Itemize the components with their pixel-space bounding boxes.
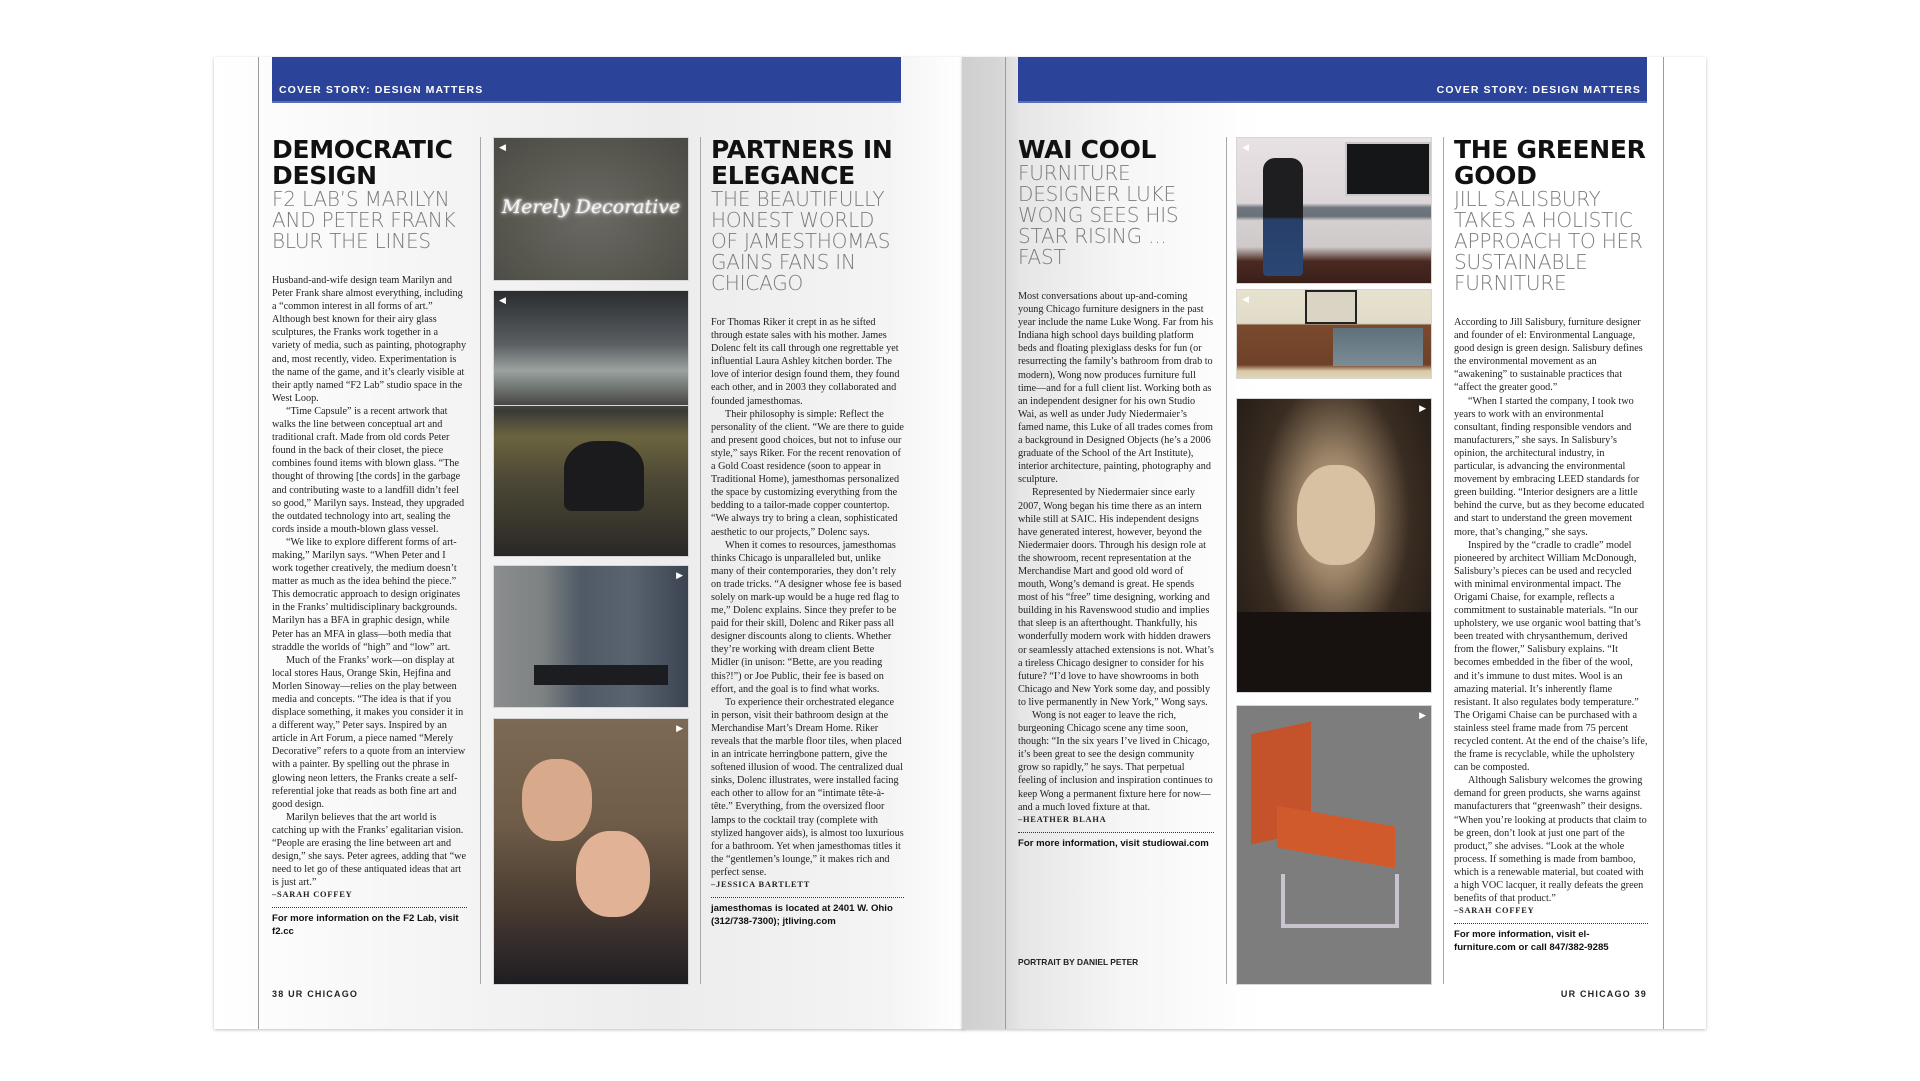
paragraph: For Thomas Riker it crept in as he sifted through estate sales with his mother. James Dolenc felt its call through one regrettable yet influential Laura Ashley kitchen border. The love of interior design found them, they found each other, and in 2003 they collaborated and founded jamesthomas. bbox=[711, 317, 900, 407]
section-header-band bbox=[272, 57, 901, 103]
article-deck: THE BEAUTIFULLY HONEST WORLD OF JAMESTHOMAS GAINS FANS IN CHICAGO bbox=[711, 187, 891, 295]
section-label: COVER STORY: DESIGN MATTERS bbox=[1436, 84, 1641, 96]
paragraph: Inspired by the “cradle to cradle” model pioneered by architect William McDonough, Salisbury’s pieces can be used and recycled with minimal environmental impact. The Origami Chaise, for example, reflects a commitment to sustainable materials. “In our upholstery, we use organic wool batting that’s been treated with chrysanthemum, derived from the flower,” Salisbury explains. “It becomes embedded in the fiber of the wool, and it’s immune to dust mites. Wool is an amazing material. It’s inherently flame resistant. It also regulates body temperature.” The Origami Chaise can be purchased with a stainless steel frame made from 75 percent recycled content. At the end of the chaise’s life, the frame is recyclable, while the upholstery can be composted. bbox=[1454, 539, 1648, 774]
riker-and-dolenc-portrait bbox=[493, 718, 689, 985]
paragraph: Much of the Franks’ work—on display at local stores Haus, Orange Skin, Hejfina and Morlen Sinoway—relies on the play between media and concepts. “The idea is that if you displace something, it makes you consider it in a different way,” Peter says. Inspired by an article in Art Forum, a piece named “Merely Decorative” refers to a quote from an interview with a painter. By spelling out the phrase in glowing neon letters, the Franks create a self-referential joke that reads as both fine art and good design. bbox=[272, 654, 466, 810]
byline: –SARAH COFFEY bbox=[272, 890, 353, 900]
info-note: jamesthomas is located at 2401 W. Ohio (312/738-7300); jtliving.com bbox=[711, 903, 893, 928]
paragraph: Most conversations about up-and-coming young Chicago furniture designers in the past year include the name Luke Wong. Far from his Indiana high school days building platform beds and floating plexiglass desks for fun (or resurrecting the family’s bathroom from drab to modern), Wong now produces furniture full time—and for a full client list. Working both as an independent designer for his own Studio Wai, as well as under Judy Niedermaier’s famed name, this Luke of all trades comes from a background in Designed Objects (he’s a 2006 graduate of the School of the Art Institute), interior architecture, painting, photography and sculpture. bbox=[1018, 291, 1214, 486]
paragraph: To experience their orchestrated elegance in person, visit their bathroom design at the Merchandise Mart’s Dream Home. Riker reveals that the marble floor tiles, when placed in an intricate herringbone pattern, give the softened illusion of wood. The centralized dual sinks, Dolenc illustrates, were installed facing each other to allow for an “intimate tête-à-tête.” Everything, from the oversized floor lamps to the cocktail tray (complete with stylized hangover aids), is almost too luxurious for a bathroom. Yet when jamesthomas titles it the “gentlemen’s lounge,” it makes rich and perfect sense. bbox=[711, 696, 904, 878]
article-wai-cool bbox=[1018, 137, 1214, 850]
column-divider bbox=[1226, 137, 1227, 984]
arrow-right-icon: ▶ bbox=[1419, 403, 1426, 413]
arrow-right-icon: ▶ bbox=[676, 570, 683, 580]
column-divider bbox=[1443, 137, 1444, 984]
arrow-left-icon: ◀ bbox=[1242, 142, 1249, 152]
article-title: THE GREENER GOOD bbox=[1454, 135, 1646, 190]
face bbox=[576, 831, 650, 917]
photo-split-line bbox=[494, 405, 688, 406]
info-note: For more information, visit el-furniture.com or call 847/382-9285 bbox=[1454, 929, 1609, 954]
article-body bbox=[272, 274, 467, 889]
info-note: For more information, visit studiowai.com bbox=[1018, 837, 1209, 849]
chaise-seat bbox=[1277, 806, 1395, 869]
section-header-band bbox=[1018, 57, 1647, 103]
article-body bbox=[1454, 316, 1648, 905]
section-label: COVER STORY: DESIGN MATTERS bbox=[279, 84, 484, 96]
dotted-rule bbox=[711, 897, 904, 898]
dotted-rule bbox=[1454, 923, 1648, 924]
paragraph: Their philosophy is simple: Reflect the personality of the client. “We are there to guide and present good choices, but not to infuse our style,” says Riker. For the recent renovation of a Gold Coast residence (soon to appear in Traditional Home), jamesthomas personalized the space by customizing everything from the bedding to a tailor-made copper countertop. “We always try to bring a clean, sophisticated aesthetic to our projects,” Dolenc says. bbox=[711, 408, 904, 538]
arrow-right-icon: ▶ bbox=[676, 723, 683, 733]
luke-wong-portrait bbox=[1236, 137, 1432, 284]
arrow-left-icon: ◀ bbox=[1242, 294, 1249, 304]
article-deck: F2 LAB’S MARILYN AND PETER FRANK BLUR THE LINES bbox=[272, 187, 456, 253]
walnut-credenza-photo bbox=[1236, 289, 1432, 379]
article-democratic-design bbox=[272, 137, 467, 938]
article-deck: JILL SALISBURY TAKES A HOLISTIC APPROACH TO HER SUSTAINABLE FURNITURE bbox=[1454, 187, 1643, 295]
column-divider bbox=[480, 137, 481, 984]
article-title: PARTNERS IN ELEGANCE bbox=[711, 135, 893, 190]
article-the-greener-good bbox=[1454, 137, 1648, 954]
column-divider bbox=[700, 137, 701, 984]
jamesthomas-bathroom-photo bbox=[493, 565, 689, 708]
paragraph: “When I started the company, I took two years to work with an environmental consultant, finding responsible vendors and manufacturers,” she says. In Salisbury’s opinion, the architectural industry, in particular, is advancing the environmental movement by embracing LEED standards for green building. “Interior designers are a little behind the curve, but as they become educated and start to understand the green movement more, that’s changing,” she says. bbox=[1454, 395, 1645, 538]
neon-text: Merely Decorative bbox=[501, 196, 681, 218]
television bbox=[1345, 142, 1431, 196]
arrow-left-icon: ◀ bbox=[499, 142, 506, 152]
article-partners-in-elegance bbox=[711, 137, 904, 928]
page-margin-rule bbox=[1663, 57, 1664, 1029]
page-margin-rule bbox=[258, 57, 259, 1029]
dotted-rule bbox=[1018, 832, 1214, 833]
article-title: WAI COOL bbox=[1018, 135, 1157, 164]
paragraph: When it comes to resources, jamesthomas thinks Chicago is unparalleled but, unlike many of their contemporaries, they don’t rely on trade tricks. “A designer whose fee is based solely on mark-up would be a huge red flag to me,” Dolenc explains. Since they prefer to be paid for their skill, Dolenc and Riker pass all designer discounts along to clients. Whether they’re working with dream client Bette Midler (in unison: “Bette, are you reading this?!”) or Joe Public, their fee is based on effort, and the goal is to find what works. bbox=[711, 539, 902, 695]
left-page bbox=[214, 57, 964, 1029]
origami-chaise-photo bbox=[1236, 705, 1432, 985]
right-page bbox=[962, 57, 1706, 1029]
figure-silhouette bbox=[564, 441, 644, 511]
framed-art bbox=[1305, 290, 1357, 324]
paragraph: Represented by Niedermaier since early 2007, Wong began his time there as an intern while still at SAIC. His independent designs have generated interest, however, beyond the Niedermaier doors. Through his design role at the showroom, recent representation at the Merchandise Mart and good old word of mouth, Wong’s demand is great. He spends most of his “free” time designing, working and building in his Ravenswood studio and implies that sleep is an afterthought. Thankfully, his wonderfully modern work with hidden drawers or seamlessly attached extensions is not. What’s a tireless Chicago designer to consider for his future? “I’d love to have showrooms in both Chicago and New York some day, and possibly to live permanently in New York,” Wong says. bbox=[1018, 487, 1214, 708]
glass-door bbox=[1333, 328, 1423, 366]
paragraph: Husband-and-wife design team Marilyn and Peter Frank share almost everything, including a “common interest in all forms of art.” Although best known for their airy glass sculptures, the Franks work together in a variety of media, such as painting, photography and, most recently, video. Experimentation is the name of the game, and it’s clearly visible at their aptly named “F2 Lab” studio space in the West Loop. bbox=[272, 275, 467, 404]
marilyn-and-peter-frank-photo bbox=[493, 290, 689, 557]
face bbox=[1297, 465, 1375, 565]
paragraph: Although Salisbury welcomes the growing demand for green products, she warns against manufacturers that “greenwash” their designs. “When you’re looking at products that claim to be green, don’t look at just one part of the product,” she advises. “Look at the whole process. If something is made from bamboo, which is a renewable material, but coated with a high VOC lacquer, it really defeats the green benefits of that product.” bbox=[1454, 775, 1647, 905]
paragraph: According to Jill Salisbury, furniture designer and founder of el: Environmental Language, good design is green design. Salisbury defines the environmental movement as an “awakening” to sustainable practices that “affect the greater good.” bbox=[1454, 317, 1643, 394]
face bbox=[522, 759, 592, 841]
page-folio: UR CHICAGO 39 bbox=[1560, 989, 1647, 999]
merely-decorative-neon-photo bbox=[493, 137, 689, 281]
arrow-left-icon: ◀ bbox=[499, 295, 506, 305]
byline: –HEATHER BLAHA bbox=[1018, 814, 1107, 824]
arrow-right-icon: ▶ bbox=[1419, 710, 1426, 720]
page-margin-rule bbox=[1005, 57, 1006, 1029]
byline: –SARAH COFFEY bbox=[1454, 906, 1535, 916]
dotted-rule bbox=[272, 907, 467, 908]
dress bbox=[1237, 612, 1431, 692]
article-body bbox=[1018, 290, 1214, 814]
jill-salisbury-portrait bbox=[1236, 398, 1432, 693]
chaise-frame bbox=[1281, 874, 1399, 928]
byline: –JESSICA BARTLETT bbox=[711, 880, 811, 890]
paragraph: Marilyn believes that the art world is catching up with the Franks’ egalitarian vision. “People are erasing the line between art and design,” she says. Peter agrees, adding that “we need to let go of these antiquated ideas that art is just art.” bbox=[272, 811, 467, 889]
article-body bbox=[711, 316, 904, 879]
figure bbox=[1263, 158, 1303, 276]
article-deck: FURNITURE DESIGNER LUKE WONG SEES HIS STAR RISING ... FAST bbox=[1018, 161, 1179, 269]
info-note: For more information on the F2 Lab, visit f2.cc bbox=[272, 913, 459, 938]
paragraph: “Time Capsule” is a recent artwork that walks the line between conceptual art and traditional craft. Made from old cords Peter found in the back of their closet, the piece combines found items with blown glass. “The thought of throwing [the cords] in the garbage and contributing waste to a landfill didn’t feel so good,” Marilyn says. Instead, they upgraded the outdated technology into art, sealing the cords inside a mouth-blown glass vessel. bbox=[272, 405, 465, 535]
paragraph: “We like to explore different forms of art-making,” Marilyn says. “When Peter and I work together creatively, the medium doesn’t matter as much as the idea behind the piece.” This democratic approach to design originates in the Franks’ multidisciplinary backgrounds. Marilyn has a BFA in graphic design, while Peter has an MFA in glass—both media that straddle the worlds of “high” and “low” art. bbox=[272, 536, 461, 653]
paragraph: Wong is not eager to leave the rich, burgeoning Chicago scene any time soon, though: “In the six years I’ve lived in Chicago, it’s been great to see the design community grow so rapidly,” he says. That perpetual feeling of inclusion and inspiration continues to keep Wong a permanent fixture here for now—and a much loved fixture at that. bbox=[1018, 710, 1213, 813]
page-folio: 38 UR CHICAGO bbox=[272, 989, 359, 999]
photo-credit: PORTRAIT BY DANIEL PETER bbox=[1018, 957, 1139, 967]
vanity-counter bbox=[534, 665, 668, 685]
article-title: DEMOCRATIC DESIGN bbox=[272, 135, 453, 190]
